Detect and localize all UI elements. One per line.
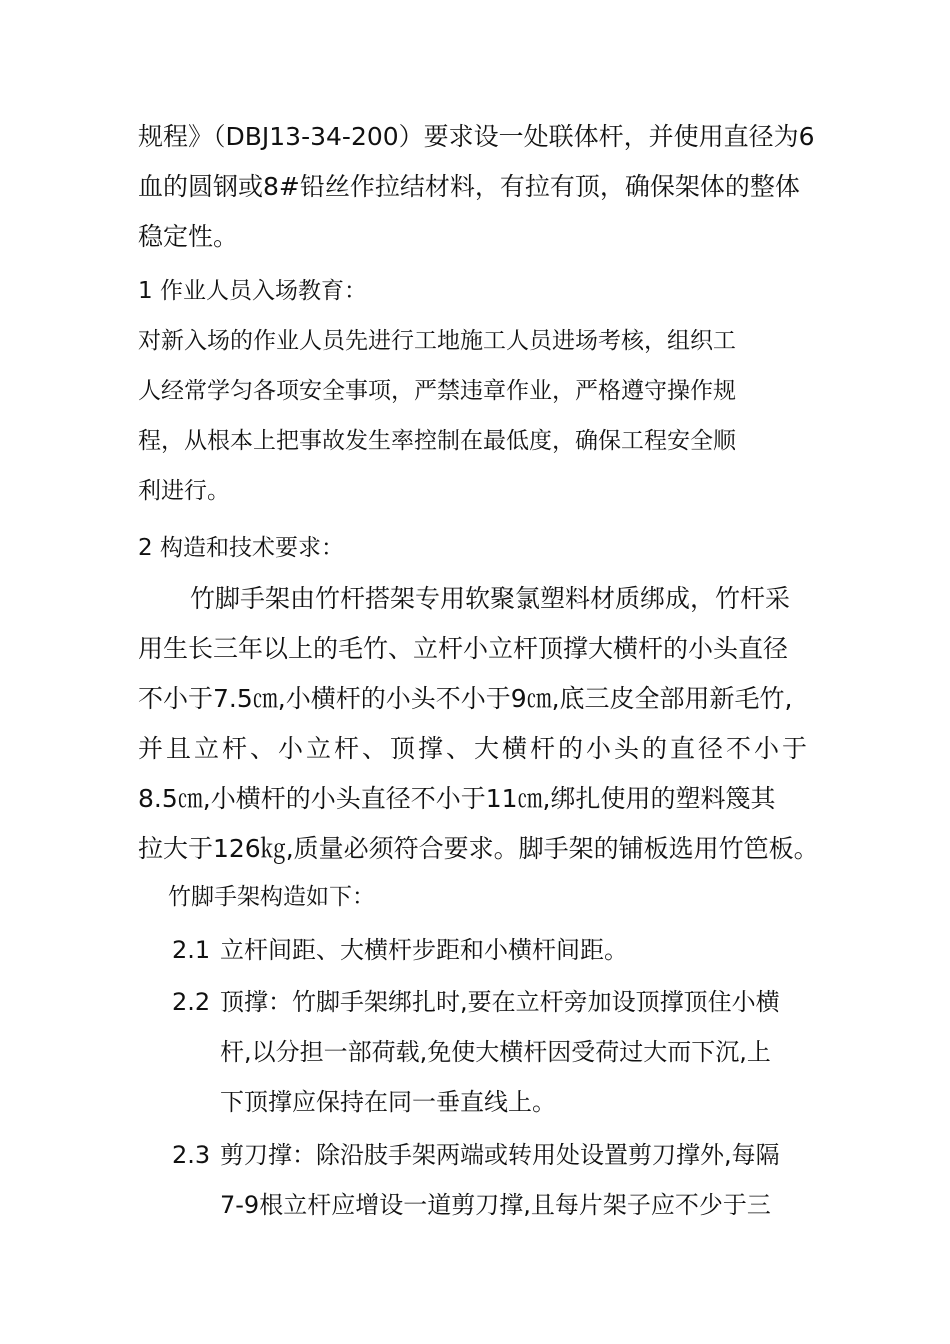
item-number: 2.1 bbox=[172, 936, 211, 964]
intro-line-1: 规程》（DBJ13-34-200）要求设一处联体杆，并使用直径为6 bbox=[138, 122, 815, 151]
item-2-2-line-2: 杆,以分担一部荷载,免使大横杆因受荷过大而下沉,上 bbox=[220, 1038, 771, 1066]
item-2-3-line-2: 7-9根立杆应增设一道剪刀撑,且每片架子应不少于三 bbox=[220, 1191, 771, 1219]
section-1-line-1: 对新入场的作业人员先进行工地施工人员进场考核，组织工 bbox=[138, 328, 736, 354]
intro-line-3: 稳定性。 bbox=[138, 222, 239, 251]
section-2-line-5: 8.5㎝,小横杆的小头直径不小于11㎝,绑扎使用的塑料篾其 bbox=[138, 784, 776, 813]
construction-intro: 竹脚手架构造如下： bbox=[168, 884, 375, 910]
section-1-heading: 1 作业人员入场教育： bbox=[138, 278, 367, 304]
item-2-2-line-3: 下顶撑应保持在同一垂直线上。 bbox=[220, 1088, 556, 1116]
section-2-line-4: 并且立杆、小立杆、顶撑、大横杆的小头的直径不小于 bbox=[138, 734, 811, 763]
item-2-2-line-1: 顶撑：竹脚手架绑扎时,要在立杆旁加设顶撑顶住小横 bbox=[220, 988, 780, 1016]
section-1-line-4: 利进行。 bbox=[138, 478, 230, 504]
item-2-3-line-1: 剪刀撑：除沿肢手架两端或转用处设置剪刀撑外,每隔 bbox=[220, 1141, 780, 1169]
section-2-line-2: 用生长三年以上的毛竹、立杆小立杆顶撑大横杆的小头直径 bbox=[138, 634, 789, 663]
section-2-line-6: 拉大于126㎏,质量必须符合要求。脚手架的铺板选用竹笆板。 bbox=[138, 834, 819, 863]
item-number: 2.3 bbox=[172, 1141, 211, 1169]
section-1-line-2: 人经常学匀各项安全事项，严禁违章作业，严格遵守操作规 bbox=[138, 378, 736, 404]
section-2-line-1: 竹脚手架由竹杆搭架专用软聚氯塑料材质绑成，竹杆采 bbox=[190, 584, 791, 613]
item-2-1-line-1: 立杆间距、大横杆步距和小横杆间距。 bbox=[220, 936, 628, 964]
section-2-heading: 2 构造和技术要求： bbox=[138, 535, 344, 561]
item-number: 2.2 bbox=[172, 988, 211, 1016]
section-1-line-3: 程，从根本上把事故发生率控制在最低度，确保工程安全顺 bbox=[138, 428, 736, 454]
intro-line-2: 血的圆钢或8#铅丝作拉结材料，有拉有顶，确保架体的整体 bbox=[138, 172, 800, 201]
section-2-line-3: 不小于7.5㎝,小横杆的小头不小于9㎝,底三皮全部用新毛竹, bbox=[138, 684, 793, 713]
